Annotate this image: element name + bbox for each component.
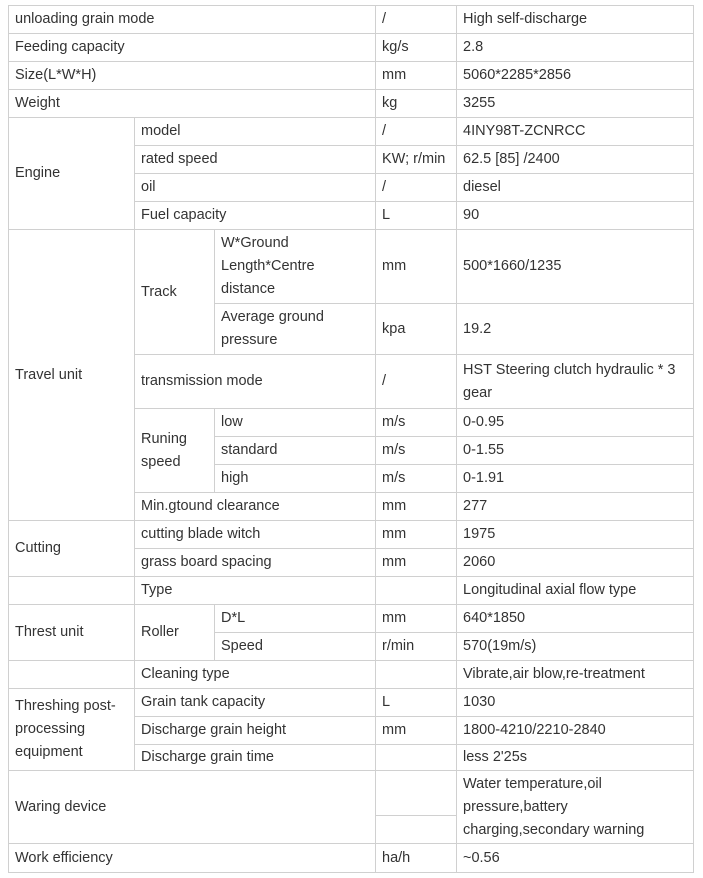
clearance-unit: mm [375,492,456,520]
time-value: less 2'25s [456,744,694,770]
tank-unit: L [375,688,456,716]
track-pressure-value: 19.2 [456,303,694,354]
roller-speed-unit: r/min [375,632,456,660]
engine-fuel-unit: L [375,201,456,229]
track-pressure-label: Average ground pressure [214,303,375,354]
weight-value: 3255 [456,89,694,117]
speed-low-value: 0-0.95 [456,408,694,436]
efficiency-label: Work efficiency [8,843,375,873]
running-speed-label: Runing speed [134,408,214,492]
speed-high-value: 0-1.91 [456,464,694,492]
blade-unit: mm [375,520,456,548]
roller-speed-label: Speed [214,632,375,660]
roller-dl-unit: mm [375,604,456,632]
cleaning-blank [8,660,134,688]
roller-label: Roller [134,604,214,660]
track-dims-value: 500*1660/1235 [456,229,694,303]
engine-oil-value: diesel [456,173,694,201]
travel-group-label: Travel unit [8,229,134,520]
engine-speed-unit: KW; r/min [375,145,456,173]
thresh-group-label: Threst unit [8,604,134,660]
engine-fuel-value: 90 [456,201,694,229]
spec-table [8,5,694,873]
transmission-label: transmission mode [134,354,375,408]
track-label: Track [134,229,214,354]
speed-high-label: high [214,464,375,492]
roller-dl-label: D*L [214,604,375,632]
cleaning-label: Cleaning type [134,660,375,688]
engine-speed-label: rated speed [134,145,375,173]
clearance-value: 277 [456,492,694,520]
cleaning-unit [375,660,456,688]
grass-value: 2060 [456,548,694,576]
unloading-label: unloading grain mode [8,5,375,33]
track-dims-unit: mm [375,229,456,303]
engine-model-label: model [134,117,375,145]
weight-label: Weight [8,89,375,117]
weight-unit: kg [375,89,456,117]
warning-unit [375,770,456,815]
transmission-value: HST Steering clutch hydraulic * 3 gear [456,354,694,408]
post-group-label: Threshing post-processing equipment [8,688,134,770]
feeding-label: Feeding capacity [8,33,375,61]
grass-unit: mm [375,548,456,576]
warning-unit-2 [375,815,456,843]
speed-standard-unit: m/s [375,436,456,464]
time-label: Discharge grain time [134,744,375,770]
height-label: Discharge grain height [134,716,375,744]
efficiency-value: ~0.56 [456,843,694,873]
thresh-type-unit [375,576,456,604]
size-unit: mm [375,61,456,89]
engine-fuel-label: Fuel capacity [134,201,375,229]
engine-group-label: Engine [8,117,134,229]
track-dims-label: W*Ground Length*Centre distance [214,229,375,303]
feeding-value: 2.8 [456,33,694,61]
warning-value: Water temperature,oil pressure,battery charging,secondary warning [456,770,694,843]
speed-low-label: low [214,408,375,436]
speed-standard-value: 0-1.55 [456,436,694,464]
unloading-unit: / [375,5,456,33]
blade-label: cutting blade witch [134,520,375,548]
transmission-unit: / [375,354,456,408]
clearance-label: Min.gtound clearance [134,492,375,520]
blade-value: 1975 [456,520,694,548]
engine-model-unit: / [375,117,456,145]
tank-label: Grain tank capacity [134,688,375,716]
size-value: 5060*2285*2856 [456,61,694,89]
roller-dl-value: 640*1850 [456,604,694,632]
engine-speed-value: 62.5 [85] /2400 [456,145,694,173]
warning-label: Waring device [8,770,375,843]
size-label: Size(L*W*H) [8,61,375,89]
height-unit: mm [375,716,456,744]
engine-oil-unit: / [375,173,456,201]
thresh-type-value: Longitudinal axial flow type [456,576,694,604]
feeding-unit: kg/s [375,33,456,61]
speed-standard-label: standard [214,436,375,464]
roller-speed-value: 570(19m/s) [456,632,694,660]
engine-oil-label: oil [134,173,375,201]
efficiency-unit: ha/h [375,843,456,873]
speed-low-unit: m/s [375,408,456,436]
cleaning-value: Vibrate,air blow,re-treatment [456,660,694,688]
track-pressure-unit: kpa [375,303,456,354]
height-value: 1800-4210/2210-2840 [456,716,694,744]
speed-high-unit: m/s [375,464,456,492]
tank-value: 1030 [456,688,694,716]
grass-label: grass board spacing [134,548,375,576]
thresh-blank [8,576,134,604]
thresh-type-label: Type [134,576,375,604]
unloading-value: High self-discharge [456,5,694,33]
time-unit [375,744,456,770]
cutting-group-label: Cutting [8,520,134,576]
engine-model-value: 4INY98T-ZCNRCC [456,117,694,145]
